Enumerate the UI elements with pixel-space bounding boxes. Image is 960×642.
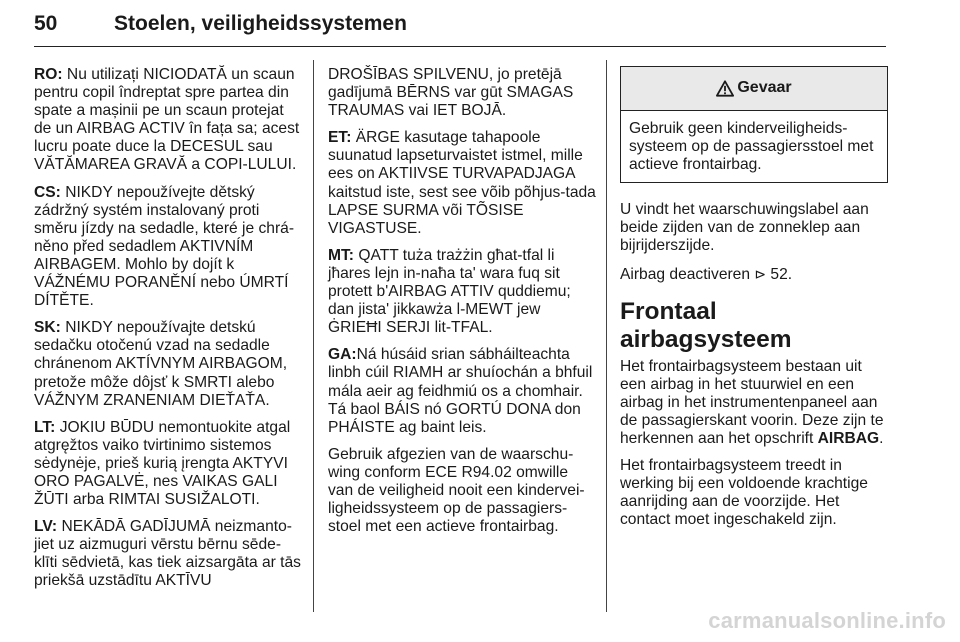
warning-lt: LT: JOKIU BŪDU nemontuokite atgal atgręžtos vaiko tvirtinimo sistemos sėdynėje, prieš kurią įrengta AKTYVI ORO PAGALVĖ, nes VAIKAS GALI ŽŪTI arba RIMTAI SUSIŽALOTI.	[34, 418, 291, 509]
warning-et: ET: ÄRGE kasutage tahapoole suunatud lapseturvaistet istmel, mille ees on AKTIIVSE TURVAPADJAGA kaitstud iste, sest see võib põhjus-tada LAPSE SURMA või TÕSISE VIGASTUSE.	[328, 129, 596, 237]
airbag-label: AIRBAG	[817, 430, 880, 448]
warning-lv-continued: DROŠĪBAS SPILVENU, jo pretējā gadījumā BĒRNS var gūt SMAGAS TRAUMAS vai IET BOJĀ.	[328, 66, 574, 120]
system-description: Het frontairbagsysteem bestaan uit een airbag in het stuurwiel en een airbag in het instrumentenpaneel aan de passagierskant voorin. Deze zijn te herkennen aan het opschrift AIRBAG.	[620, 357, 884, 448]
chapter-title: Stoelen, veiligheidssystemen	[114, 12, 407, 35]
watermark: carmanualsonline.info	[708, 608, 946, 633]
warning-triangle-icon	[716, 80, 734, 97]
column-right	[620, 66, 888, 539]
warning-ro: RO: Nu utilizați NICIODATĂ un scaun pentru copil îndreptat spre partea din spate a mașinii pe un scaun protejat de un AIRBAG ACTIV în fața sa; acest lucru poate duce la DECESUL sau VĂTĂMAREA GRAVĂ a COPI-LULUI.	[34, 66, 300, 174]
column-left	[34, 66, 302, 600]
column-divider	[313, 60, 314, 612]
page-reference-icon[interactable]: ⊳	[754, 265, 767, 282]
danger-box	[620, 66, 888, 183]
page-header	[34, 6, 886, 47]
danger-text: Gebruik geen kinderveiligheids-systeem op de passagiersstoel met actieve frontairbag.	[629, 120, 874, 174]
warning-nl-ece: Gebruik afgezien van de waarschu-wing conform ECE R94.02 omwille van de veiligheid nooit een kindervei-ligheidssysteem op de passagiers-stoel met een actieve frontairbag.	[328, 445, 585, 536]
airbag-deactivate-reference: Airbag deactiveren ⊳ 52.	[620, 265, 793, 283]
label-location-text: U vindt het waarschuwingslabel aan beide zijden van de zonneklep aan bijrijderszijde.	[620, 201, 869, 255]
column-divider	[606, 60, 607, 612]
warning-sk: SK: NIKDY nepoužívajte detskú sedačku otočenú vzad na sedadle chránenom AKTÍVNYM AIRBAGOM, pretože môže dôjsť k SMRTI alebo VÁŽNYM ZRANENIAM DIEŤAŤA.	[34, 319, 288, 409]
column-middle	[328, 66, 596, 545]
page-number: 50	[34, 12, 58, 35]
warning-mt: MT: QATT tuża trażżin għat-tfal li jħares lejn in-naħa ta' wara fuq sit protett b'AIRBAG ATTIV quddiemu; dan jista' jikkawża l-MEWT jew ĠRIEĦI SERJI lit-TFAL.	[328, 246, 571, 337]
warning-cs: CS: NIKDY nepoužívejte dětský zádržný systém instalovaný proti směru jízdy na sedadle, které je chrá-něno před sedadlem AKTIVNÍM AIRBAGEM. Mohlo by dojít k VÁŽNÉMU PORANĚNÍ nebo ÚMRTÍ DÍTĚTE.	[34, 183, 295, 310]
warning-lv: LV: NEKĀDĀ GADĪJUMĀ neizmanto-jiet uz aizmuguri vērstu bērnu sēde-klīti sēdvietā, kas tiek aizsargāta ar tās priekšā uzstādītu AKTĪVU	[34, 518, 301, 590]
trigger-description: Het frontairbagsysteem treedt in werking bij een voldoende krachtige aanrijding aan de voorzijde. Het contact moet ingeschakeld zijn.	[620, 457, 868, 529]
danger-title: Gevaar	[737, 79, 792, 97]
danger-header	[621, 67, 887, 111]
section-heading: Frontaal airbagsysteem	[620, 297, 792, 353]
warning-ga: GA:Ná húsáid srian sábháilteachta linbh cúil RIAMH ar shuíochán a bhfuil mála aeir ag feidhmiú os a chomhair. Tá baol BÁIS nó GORTÚ DONA don PHÁISTE ag baint leis.	[328, 346, 593, 436]
